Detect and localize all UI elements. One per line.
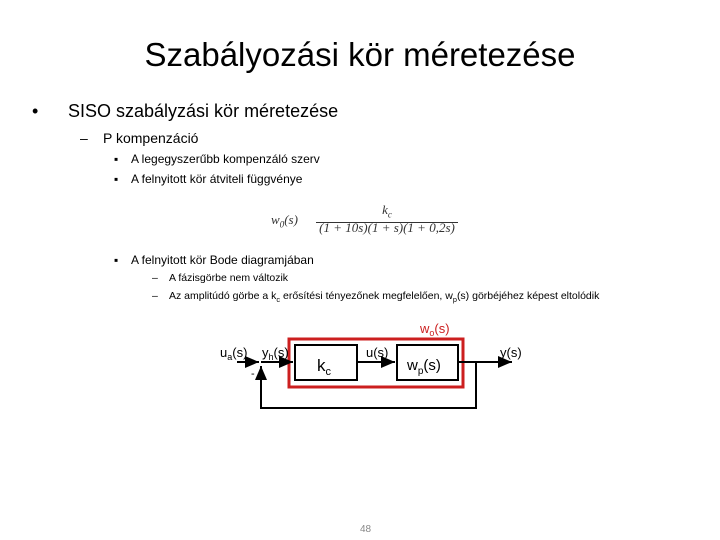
dash: –: [152, 272, 158, 284]
sub-fazis: A fázisgörbe nem változik: [169, 272, 289, 284]
wo-label: $w_o(s)$: [420, 321, 450, 338]
sub-amplitudo: Az amplitúdó görbe a $k_c$ erősítési tényezőnek megfelelően, $w_p(s)$ görbéjéhez képest eltolódik: [169, 290, 600, 305]
dash: –: [80, 130, 88, 146]
u-label: u(s): [366, 345, 389, 360]
ua-label: $u_a(s)$: [220, 345, 248, 362]
formula-numerator: $k_c$: [316, 203, 458, 223]
bullet-bode: A felnyitott kör Bode diagramjában: [131, 253, 314, 267]
bullet-dot: ▪: [114, 253, 119, 267]
bullet-dot: ▪: [114, 152, 119, 166]
bullet-atviteli: A felnyitott kör átviteli függvénye: [131, 172, 303, 186]
wp-label: $w_p(s)$: [407, 357, 441, 377]
formula-denominator: (1 + 10s)(1 + s)(1 + 0,2s): [319, 220, 455, 235]
dash: –: [152, 290, 158, 302]
formula-lhs: $w_0(s)$: [271, 212, 298, 230]
y-label: y(s): [500, 345, 522, 360]
bullet-legegyszerubb: A legegyszerűbb kompenzáló szerv: [131, 152, 320, 166]
feedback-line: [261, 362, 476, 408]
kc-label: $k_c$: [317, 356, 331, 378]
bullet-siso: SISO szabályzási kör méretezése: [68, 101, 339, 121]
bullet-dot: •: [32, 101, 39, 121]
slide-title: Szabályozási kör méretezése: [144, 36, 576, 73]
page-number: 48: [360, 524, 372, 535]
minus-sign: -: [251, 368, 255, 380]
bullet-dot: ▪: [114, 172, 119, 186]
yh-label: $y_h(s)$: [262, 345, 289, 362]
bullet-p-komp: P kompenzáció: [103, 130, 199, 146]
